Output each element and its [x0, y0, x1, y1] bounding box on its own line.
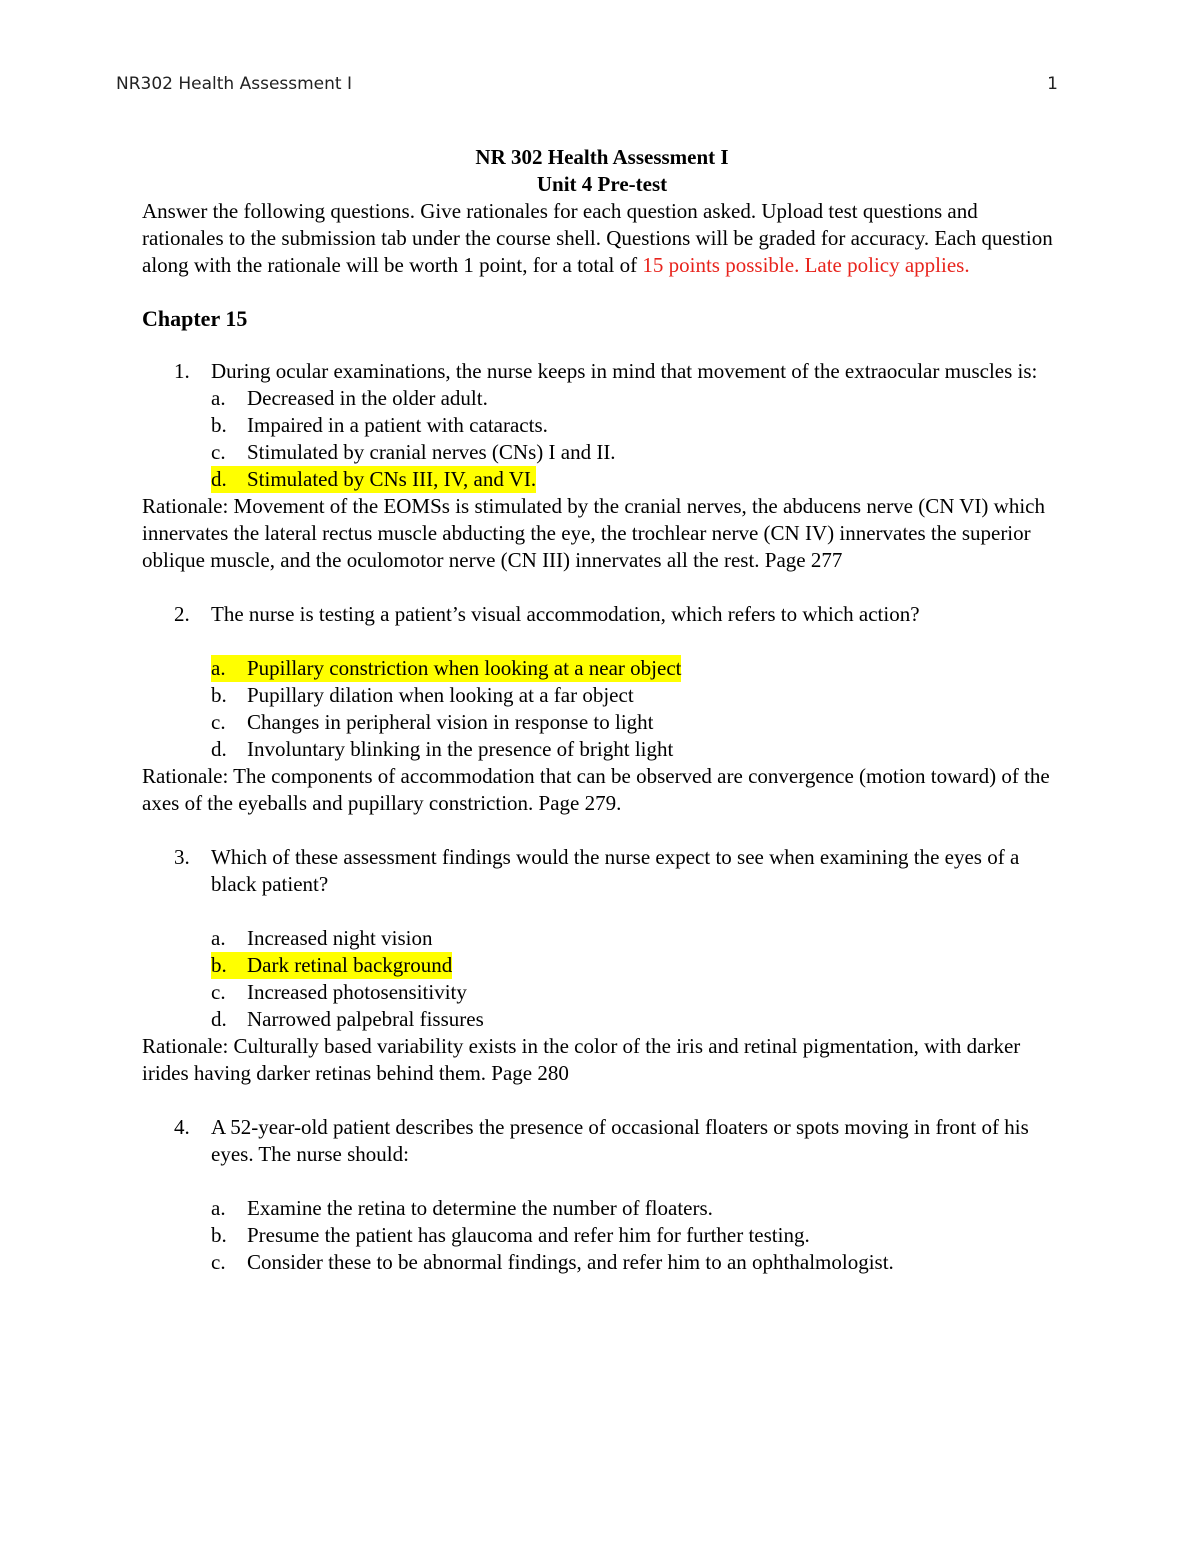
question-number: 1. [174, 359, 190, 383]
option-text: Pupillary constriction when looking at a near object [247, 656, 682, 680]
option-letter: c. [211, 440, 226, 464]
option-text: Increased photosensitivity [247, 980, 467, 1004]
instructions-text: Answer the following questions. Give rationales for each question asked. Upload test questions and rationales to the submission tab under the course shell. Questions will be graded for accuracy. Each question along with the rationale will be worth 1 point, for a total of [142, 199, 1053, 277]
answer-option [142, 1222, 1062, 1249]
answer-option [142, 736, 1062, 763]
answer-option [142, 1006, 1062, 1033]
chapter-heading: Chapter 15 [142, 306, 248, 331]
question-text: During ocular examinations, the nurse keeps in mind that movement of the extraocular muscles is: [211, 359, 1038, 383]
option-letter: b. [211, 413, 227, 437]
document-subtitle: Unit 4 Pre-test [536, 172, 668, 196]
option-text: Impaired in a patient with cataracts. [247, 413, 548, 437]
answer-option-highlighted [142, 952, 1062, 979]
question-4 [142, 1114, 1062, 1276]
answer-option [142, 1195, 1062, 1222]
answer-option [142, 925, 1062, 952]
rationale-text: Rationale: Movement of the EOMSs is stimulated by the cranial nerves, the abducens nerve (CN VI) which innervates the lateral rectus muscle abducting the eye, the trochlear nerve (CN IV) innervates the superior oblique muscle, and the oculomotor nerve (CN III) innervates all the rest. Page 277 [142, 494, 1045, 572]
answer-option [142, 385, 1062, 412]
option-text: Consider these to be abnormal findings, and refer him to an ophthalmologist. [247, 1250, 894, 1274]
answer-option [142, 1249, 1062, 1276]
answer-option-highlighted [142, 655, 1062, 682]
option-text: Increased night vision [247, 926, 433, 950]
answer-option [142, 682, 1062, 709]
question-3 [142, 844, 1062, 1087]
option-text: Presume the patient has glaucoma and refer him for further testing. [247, 1223, 810, 1247]
header-course-title: NR302 Health Assessment I [116, 74, 352, 94]
rationale-text: Rationale: Culturally based variability exists in the color of the iris and retinal pigmentation, with darker irides having darker retinas behind them. Page 280 [142, 1034, 1021, 1085]
rationale-text: Rationale: The components of accommodation that can be observed are convergence (motion toward) of the axes of the eyeballs and pupillary constriction. Page 279. [142, 764, 1050, 815]
option-letter: a. [211, 926, 226, 950]
option-text: Stimulated by CNs III, IV, and VI. [247, 467, 537, 491]
option-letter: b. [211, 1223, 227, 1247]
option-text: Examine the retina to determine the number of floaters. [247, 1196, 713, 1220]
answer-option [142, 412, 1062, 439]
answer-option [142, 979, 1062, 1006]
question-1 [142, 358, 1062, 574]
document-title: NR 302 Health Assessment I [475, 145, 729, 169]
answer-option [142, 439, 1062, 466]
option-text: Involuntary blinking in the presence of bright light [247, 737, 674, 761]
option-letter: c. [211, 710, 226, 734]
answer-option-highlighted [142, 466, 1062, 493]
option-text: Narrowed palpebral fissures [247, 1007, 484, 1031]
question-number: 3. [174, 845, 190, 869]
question-text: Which of these assessment findings would the nurse expect to see when examining the eyes of a black patient? [211, 845, 1020, 896]
instructions-points-highlight: 15 points possible. Late policy applies. [642, 253, 970, 277]
option-letter: a. [211, 656, 226, 680]
option-text: Pupillary dilation when looking at a far object [247, 683, 634, 707]
option-letter: d. [211, 737, 227, 761]
page-header [116, 74, 1058, 100]
option-letter: b. [211, 683, 227, 707]
question-text: A 52-year-old patient describes the presence of occasional floaters or spots moving in front of his eyes. The nurse should: [211, 1115, 1029, 1166]
option-letter: a. [211, 386, 226, 410]
question-text: The nurse is testing a patient’s visual accommodation, which refers to which action? [211, 602, 920, 626]
option-text: Dark retinal background [247, 953, 453, 977]
answer-option [142, 709, 1062, 736]
option-text: Decreased in the older adult. [247, 386, 488, 410]
question-number: 4. [174, 1115, 190, 1139]
option-letter: b. [211, 953, 227, 977]
question-number: 2. [174, 602, 190, 626]
header-page-number: 1 [1047, 74, 1058, 94]
option-letter: c. [211, 980, 226, 1004]
question-2 [142, 601, 1062, 817]
instructions-paragraph [142, 198, 1062, 279]
option-letter: c. [211, 1250, 226, 1274]
document-body [142, 144, 1062, 1276]
option-text: Stimulated by cranial nerves (CNs) I and II. [247, 440, 616, 464]
option-letter: d. [211, 467, 227, 491]
option-text: Changes in peripheral vision in response to light [247, 710, 654, 734]
option-letter: a. [211, 1196, 226, 1220]
option-letter: d. [211, 1007, 227, 1031]
